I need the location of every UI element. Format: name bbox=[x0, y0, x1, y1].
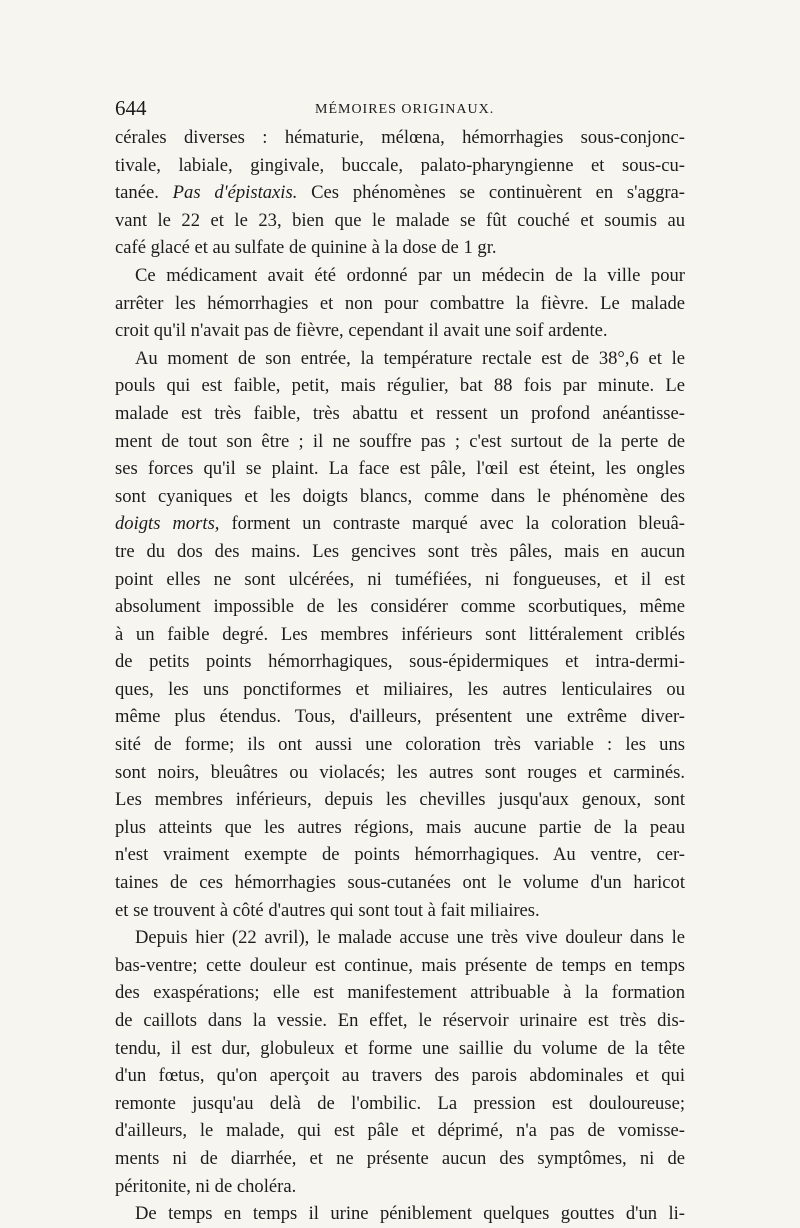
text-segment: café glacé et au sulfate de quinine à la dose de 1 gr. bbox=[115, 237, 497, 259]
text-line bbox=[115, 428, 685, 456]
text-line bbox=[115, 869, 685, 897]
text-line bbox=[115, 814, 685, 842]
text-line bbox=[115, 676, 685, 704]
text-segment: même plus étendus. Tous, d'ailleurs, présentent une extrême diver- bbox=[115, 706, 685, 728]
text-line bbox=[115, 400, 685, 428]
text-line bbox=[115, 759, 685, 787]
text-segment: des exaspérations; elle est manifestement attribuable à la formation bbox=[115, 982, 685, 1004]
text-segment: croit qu'il n'avait pas de fièvre, cependant il avait une soif ardente. bbox=[115, 320, 608, 342]
text-segment: cérales diverses : hématurie, mélœna, hémorrhagies sous-conjonc- bbox=[115, 127, 685, 148]
text-segment: Ce médicament avait été ordonné par un médecin de la ville pour bbox=[135, 264, 685, 286]
text-segment: remonte jusqu'au delà de l'ombilic. La pression est douloureuse; bbox=[115, 1092, 685, 1114]
text-segment: De temps en temps il urine péniblement quelques gouttes d'un li- bbox=[135, 1203, 685, 1225]
text-line bbox=[115, 207, 685, 235]
page-header bbox=[115, 96, 685, 126]
text-line bbox=[115, 538, 685, 566]
text-segment: plus atteints que les autres régions, mais aucune partie de la peau bbox=[115, 816, 685, 838]
text-segment: arrêter les hémorrhagies et non pour combattre la fièvre. Le malade bbox=[115, 292, 685, 314]
text-segment: de caillots dans la vessie. En effet, le réservoir urinaire est très dis- bbox=[115, 1010, 685, 1031]
text-segment: de petits points hémorrhagiques, sous-épidermiques et intra-dermi- bbox=[115, 651, 685, 673]
text-line bbox=[115, 234, 685, 262]
text-line bbox=[115, 1173, 685, 1201]
text-segment: ment de tout son être ; il ne souffre pas ; c'est surtout de la perte de bbox=[115, 430, 685, 452]
text-segment: Depuis hier (22 avril), le malade accuse une très vive douleur dans le bbox=[135, 927, 685, 949]
text-segment: Au moment de son entrée, la température rectale est de 38°,6 et le bbox=[135, 347, 685, 369]
running-title: MÉMOIRES ORIGINAUX. bbox=[315, 102, 495, 117]
text-line bbox=[115, 566, 685, 594]
italic-segment: Pas d'épistaxis. bbox=[172, 182, 298, 204]
text-line bbox=[115, 345, 685, 373]
text-line bbox=[115, 1007, 685, 1035]
text-line bbox=[115, 1090, 685, 1118]
text-segment: pouls qui est faible, petit, mais régulier, bat 88 fois par minute. Le bbox=[115, 375, 685, 397]
text-segment: malade est très faible, très abattu et ressent un profond anéantisse- bbox=[115, 402, 685, 424]
text-segment: sont noirs, bleuâtres ou violacés; les autres sont rouges et carminés. bbox=[115, 761, 685, 783]
text-segment: à un faible degré. Les membres inférieurs sont littéralement criblés bbox=[115, 623, 685, 645]
text-segment: et se trouvent à côté d'autres qui sont tout à fait miliaires. bbox=[115, 899, 540, 921]
text-line bbox=[115, 952, 685, 980]
text-segment: n'est vraiment exempte de points hémorrhagiques. Au ventre, cer- bbox=[115, 844, 685, 866]
text-line bbox=[115, 152, 685, 180]
text-line bbox=[115, 731, 685, 759]
text-segment: point elles ne sont ulcérées, ni tuméfiées, ni fongueuses, et il est bbox=[115, 568, 685, 590]
text-segment: absolument impossible de les considérer comme scorbutiques, même bbox=[115, 596, 685, 618]
text-line bbox=[115, 593, 685, 621]
text-line bbox=[115, 897, 685, 925]
text-segment: tanée. bbox=[115, 182, 173, 204]
text-segment: d'un fœtus, qu'on aperçoit au travers des parois abdominales et qui bbox=[115, 1065, 685, 1087]
text-segment: vant le 22 et le 23, bien que le malade se fût couché et soumis au bbox=[115, 209, 685, 231]
page-number: 644 bbox=[115, 96, 147, 120]
text-segment: ques, les uns ponctiformes et miliaires, les autres lenticulaires ou bbox=[115, 678, 685, 700]
text-segment: ses forces qu'il se plaint. La face est pâle, l'œil est éteint, les ongles bbox=[115, 458, 685, 480]
text-line bbox=[115, 124, 685, 152]
text-line bbox=[115, 372, 685, 400]
text-segment: d'ailleurs, le malade, qui est pâle et déprimé, n'a pas de vomisse- bbox=[115, 1120, 685, 1142]
text-line bbox=[115, 179, 685, 207]
text-segment: Les membres inférieurs, depuis les chevilles jusqu'aux genoux, sont bbox=[115, 789, 685, 811]
text-line bbox=[115, 621, 685, 649]
text-line bbox=[115, 1117, 685, 1145]
text-line bbox=[115, 1145, 685, 1173]
text-line bbox=[115, 455, 685, 483]
text-segment: péritonite, ni de choléra. bbox=[115, 1175, 297, 1197]
text-line bbox=[115, 290, 685, 318]
text-segment: ments ni de diarrhée, et ne présente aucun des symptômes, ni de bbox=[115, 1147, 685, 1169]
body-text bbox=[115, 124, 685, 1228]
text-segment: bas-ventre; cette douleur est continue, mais présente de temps en temps bbox=[115, 954, 685, 976]
text-line bbox=[115, 510, 685, 538]
text-segment: taines de ces hémorrhagies sous-cutanées ont le volume d'un haricot bbox=[115, 872, 685, 894]
text-line bbox=[115, 648, 685, 676]
text-segment: tendu, il est dur, globuleux et forme une saillie du volume de la tête bbox=[115, 1037, 685, 1059]
text-segment: tivale, labiale, gingivale, buccale, palato-pharyngienne et sous-cu- bbox=[115, 154, 685, 176]
text-line bbox=[115, 841, 685, 869]
text-line bbox=[115, 1035, 685, 1063]
text-line bbox=[115, 924, 685, 952]
text-segment: forment un contraste marqué avec la coloration bleuâ- bbox=[219, 513, 685, 535]
italic-segment: doigts morts, bbox=[115, 513, 220, 535]
text-segment: Ces phénomènes se continuèrent en s'aggra- bbox=[297, 182, 686, 204]
text-segment: tre du dos des mains. Les gencives sont très pâles, mais en aucun bbox=[115, 540, 685, 562]
text-line bbox=[115, 786, 685, 814]
text-segment: sont cyaniques et les doigts blancs, comme dans le phénomène des bbox=[115, 485, 685, 507]
text-line bbox=[115, 979, 685, 1007]
text-segment: sité de forme; ils ont aussi une coloration très variable : les uns bbox=[115, 734, 685, 756]
text-line bbox=[115, 1200, 685, 1228]
text-line bbox=[115, 483, 685, 511]
text-line bbox=[115, 1062, 685, 1090]
text-line bbox=[115, 703, 685, 731]
text-line bbox=[115, 317, 685, 345]
text-line bbox=[115, 262, 685, 290]
